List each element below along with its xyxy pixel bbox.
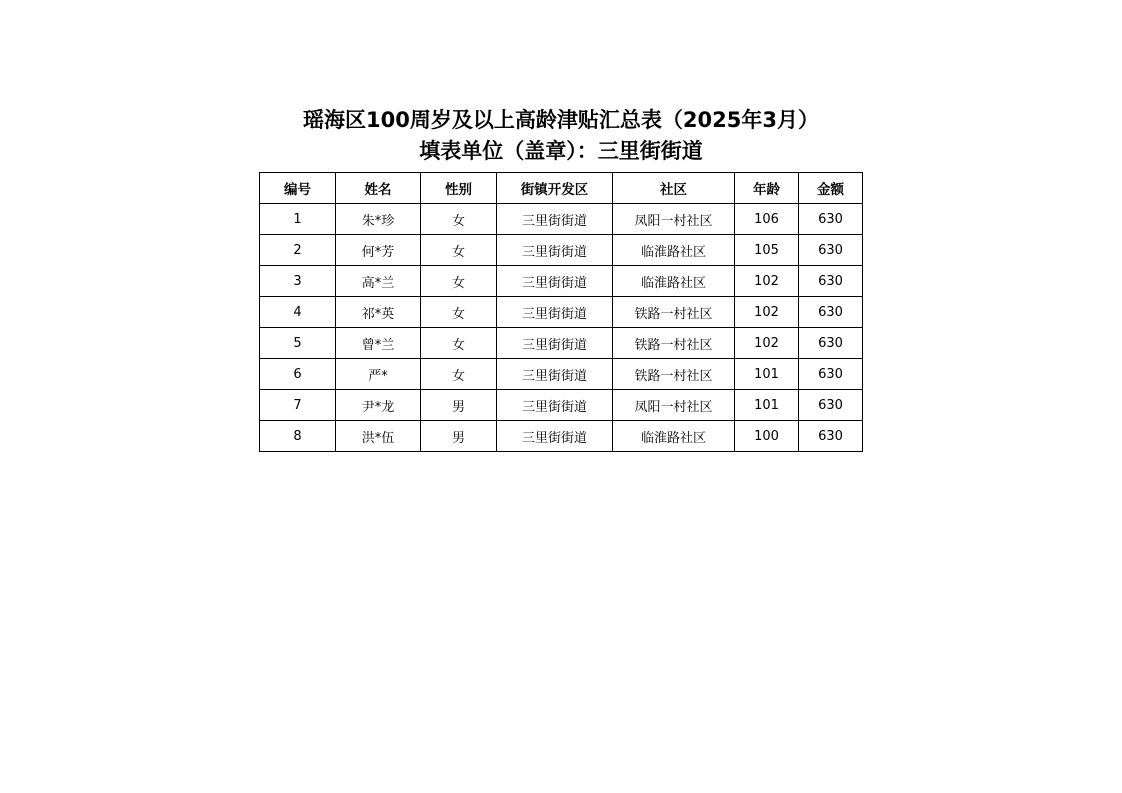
cell-gender: 男 (421, 390, 497, 421)
cell-amount: 630 (799, 297, 863, 328)
cell-street: 三里街街道 (497, 297, 613, 328)
header-id: 编号 (260, 173, 336, 204)
cell-street: 三里街街道 (497, 390, 613, 421)
cell-street: 三里街街道 (497, 359, 613, 390)
cell-age: 101 (735, 390, 799, 421)
subsidy-summary-table (259, 172, 863, 452)
cell-id: 1 (260, 204, 336, 235)
header-street: 街镇开发区 (497, 173, 613, 204)
cell-community: 凤阳一村社区 (613, 204, 735, 235)
table-row (260, 235, 863, 266)
table-row (260, 297, 863, 328)
cell-community: 临淮路社区 (613, 266, 735, 297)
cell-street: 三里街街道 (497, 421, 613, 452)
header-name: 姓名 (336, 173, 421, 204)
cell-age: 106 (735, 204, 799, 235)
cell-name: 何*芳 (336, 235, 421, 266)
cell-id: 8 (260, 421, 336, 452)
cell-amount: 630 (799, 390, 863, 421)
cell-community: 临淮路社区 (613, 421, 735, 452)
cell-amount: 630 (799, 204, 863, 235)
table-row (260, 421, 863, 452)
cell-community: 铁路一村社区 (613, 359, 735, 390)
header-age: 年龄 (735, 173, 799, 204)
document-title: 瑶海区100周岁及以上高龄津贴汇总表（2025年3月） (303, 108, 819, 132)
cell-age: 102 (735, 328, 799, 359)
cell-id: 6 (260, 359, 336, 390)
cell-community: 铁路一村社区 (613, 328, 735, 359)
document-subtitle-unit: 填表单位（盖章）：三里街街道 (419, 139, 703, 163)
cell-name: 朱*珍 (336, 204, 421, 235)
cell-name: 祁*英 (336, 297, 421, 328)
cell-amount: 630 (799, 266, 863, 297)
cell-gender: 女 (421, 266, 497, 297)
cell-id: 5 (260, 328, 336, 359)
table-row (260, 359, 863, 390)
cell-id: 2 (260, 235, 336, 266)
table-row (260, 390, 863, 421)
cell-age: 102 (735, 297, 799, 328)
cell-name: 洪*伍 (336, 421, 421, 452)
cell-amount: 630 (799, 235, 863, 266)
cell-community: 凤阳一村社区 (613, 390, 735, 421)
cell-street: 三里街街道 (497, 266, 613, 297)
cell-age: 101 (735, 359, 799, 390)
cell-gender: 女 (421, 359, 497, 390)
cell-name: 严* (336, 359, 421, 390)
cell-amount: 630 (799, 328, 863, 359)
cell-id: 4 (260, 297, 336, 328)
cell-amount: 630 (799, 359, 863, 390)
table-row (260, 204, 863, 235)
cell-name: 尹*龙 (336, 390, 421, 421)
cell-street: 三里街街道 (497, 328, 613, 359)
cell-name: 高*兰 (336, 266, 421, 297)
table-header-row (260, 173, 863, 204)
cell-street: 三里街街道 (497, 235, 613, 266)
cell-id: 3 (260, 266, 336, 297)
cell-gender: 女 (421, 204, 497, 235)
header-amount: 金额 (799, 173, 863, 204)
table-row (260, 266, 863, 297)
cell-gender: 女 (421, 297, 497, 328)
cell-street: 三里街街道 (497, 204, 613, 235)
cell-age: 100 (735, 421, 799, 452)
header-community: 社区 (613, 173, 735, 204)
cell-gender: 女 (421, 235, 497, 266)
table-row (260, 328, 863, 359)
cell-age: 102 (735, 266, 799, 297)
cell-amount: 630 (799, 421, 863, 452)
cell-name: 曾*兰 (336, 328, 421, 359)
cell-age: 105 (735, 235, 799, 266)
header-gender: 性别 (421, 173, 497, 204)
cell-id: 7 (260, 390, 336, 421)
cell-gender: 男 (421, 421, 497, 452)
cell-community: 临淮路社区 (613, 235, 735, 266)
cell-community: 铁路一村社区 (613, 297, 735, 328)
cell-gender: 女 (421, 328, 497, 359)
